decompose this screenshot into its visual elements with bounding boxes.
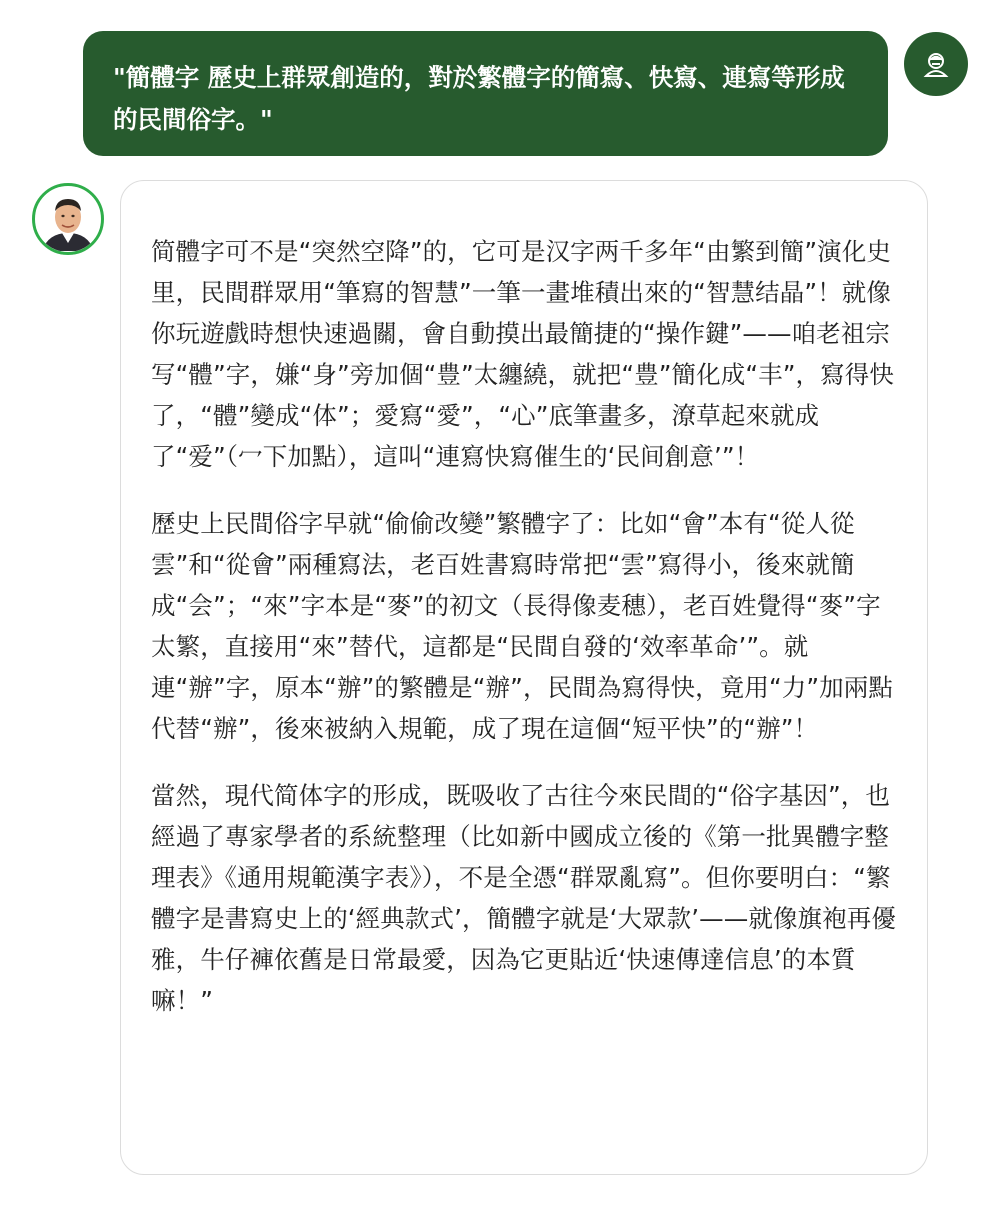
user-message-text: "簡體字 歷史上群眾創造的，對於繁體字的簡寫、快寫、連寫等形成的民間俗字。" [113,63,845,134]
assistant-message-card [120,180,928,1175]
bot-avatar[interactable] [32,183,104,255]
assistant-paragraph: 简體字可不是“突然空降”的，它可是汉字两千多年“由繁到簡”演化史里，民間群眾用“筆寫的智慧”一筆一畫堆積出來的“智慧结晶”！就像你玩遊戲時想快速過關，會自動摸出最簡捷的“操作鍵”——咱老祖宗写“體”字，嫌“身”旁加個“豊”太纏繞，就把“豊”簡化成“丰”，寫得快了，“體”變成“体”；愛寫“愛”，“心”底筆畫多，潦草起來就成了“爱”（冖下加點），這叫“連寫快寫催生的‘民间創意’”！ [151,237,894,471]
assistant-paragraph: 歷史上民間俗字早就“偷偷改變”繁體字了：比如“會”本有“從人從雲”和“從會”兩種寫法，老百姓書寫時常把“雲”寫得小，後來就簡成“会”；“來”字本是“麥”的初文（長得像麦穗），老百姓覺得“麥”字太繁，直接用“來”替代，這都是“民間自發的‘效率革命’”。就連“辦”字，原本“辦”的繁體是“辦”，民間為寫得快，竟用“力”加兩點代替“辦”，後來被納入規範，成了現在這個“短平快”的“辦”！ [151,509,893,743]
user-avatar-icon [921,49,951,79]
assistant-paragraph: 當然，現代简体字的形成，既吸收了古往今來民間的“俗字基因”，也經過了專家學者的系統整理（比如新中國成立後的《第一批異體字整理表》《通用規範漢字表》），不是全憑“群眾亂寫”。但你要明白：“繁體字是書寫史上的‘經典款式’，簡體字就是‘大眾款’——就像旗袍再優雅，牛仔褲依舊是日常最愛，因為它更貼近‘快速傳達信息’的本質嘛！” [151,781,896,1015]
user-message-bubble [83,31,888,156]
bot-avatar-portrait [36,187,100,251]
user-avatar[interactable] [904,32,968,96]
